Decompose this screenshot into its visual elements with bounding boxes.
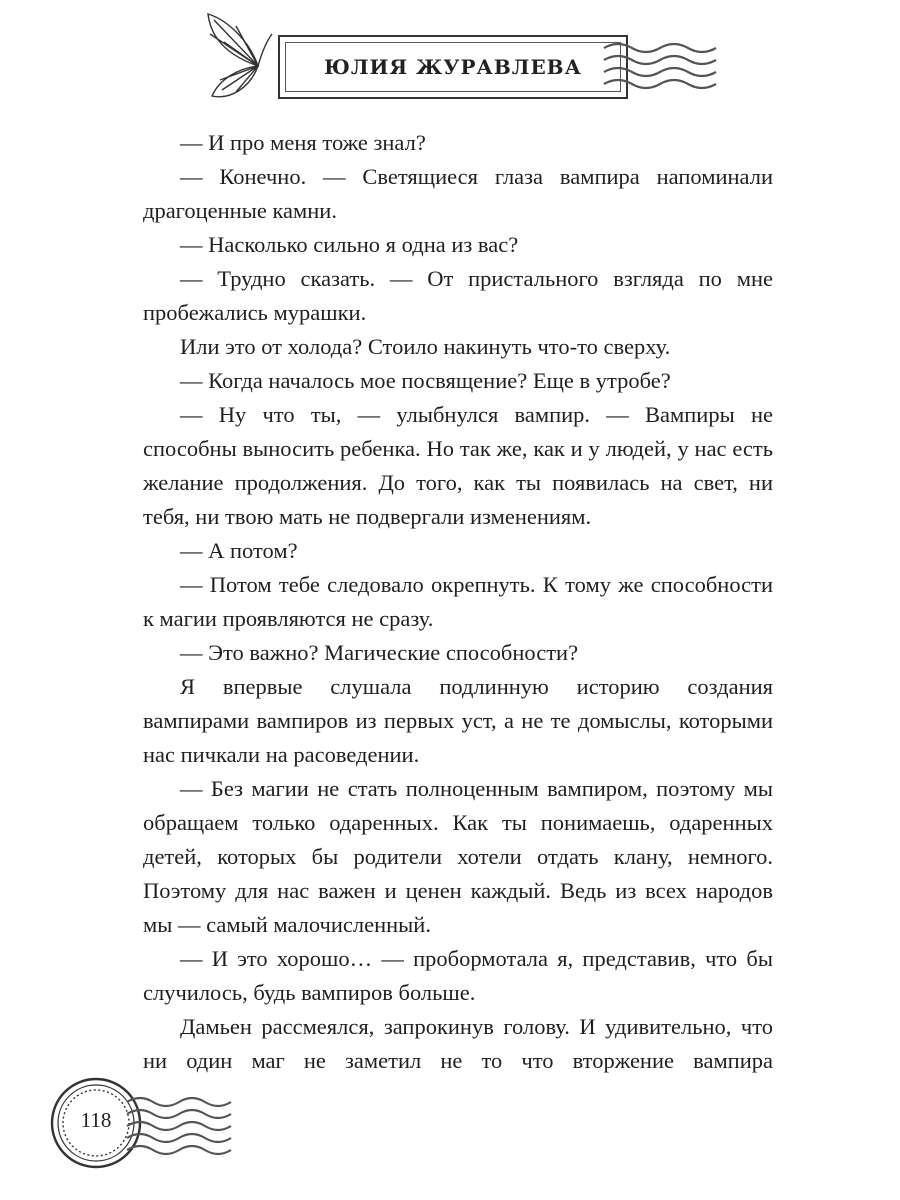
body-text xyxy=(143,126,773,1078)
postmark-waves-bottom-icon xyxy=(125,1090,235,1160)
paragraph: — Это важно? Магические способности? xyxy=(180,640,579,665)
paragraph: — Без магии не стать полноценным вампиром, поэтому мы обращаем только одаренных. Как ты понимаешь, одаренных детей, которых бы родители хотели отдать клану, немного. Поэтому для нас важен и ценен каждый. Ведь из всех народов мы — самый малочисленный. xyxy=(143,776,773,937)
page-number: 118 xyxy=(80,1108,112,1132)
paragraph: Или это от холода? Стоило накинуть что-то сверху. xyxy=(180,334,671,359)
paragraph: — Трудно сказать. — От пристального взгляда по мне пробежались мурашки. xyxy=(143,266,773,325)
paragraph: — И про меня тоже знал? xyxy=(180,130,426,155)
author-header-frame xyxy=(278,35,628,99)
paragraph: Я впервые слушала подлинную историю создания вампирами вампиров из первых уст, а не те домыслы, которыми нас пичкали на расоведении. xyxy=(143,674,773,767)
paragraph: — Насколько сильно я одна из вас? xyxy=(180,232,519,257)
paragraph: — Ну что ты, — улыбнулся вампир. — Вампиры не способны выносить ребенка. Но так же, как и у людей, у нас есть желание продолжения. До того, как ты появилась на свет, ни тебя, ни твою мать не подвергали изменениям. xyxy=(143,402,773,529)
paragraph: — И это хорошо… — пробормотала я, представив, что бы случилось, будь вампиров больше. xyxy=(143,946,773,1005)
paragraph: — А потом? xyxy=(180,538,298,563)
butterfly-icon xyxy=(200,12,280,104)
paragraph: Дамьен рассмеялся, запрокинув голову. И удивительно, что ни один маг не заметил не то что вторжение вампира xyxy=(143,1014,773,1073)
author-name: ЮЛИЯ ЖУРАВЛЕВА xyxy=(324,55,582,79)
paragraph: — Когда началось мое посвящение? Еще в утробе? xyxy=(180,368,671,393)
postmark-waves-top-icon xyxy=(600,38,720,98)
paragraph: — Конечно. — Светящиеся глаза вампира напоминали драгоценные камни. xyxy=(143,164,773,223)
paragraph: — Потом тебе следовало окрепнуть. К тому же способности к магии проявляются не сразу. xyxy=(143,572,773,631)
